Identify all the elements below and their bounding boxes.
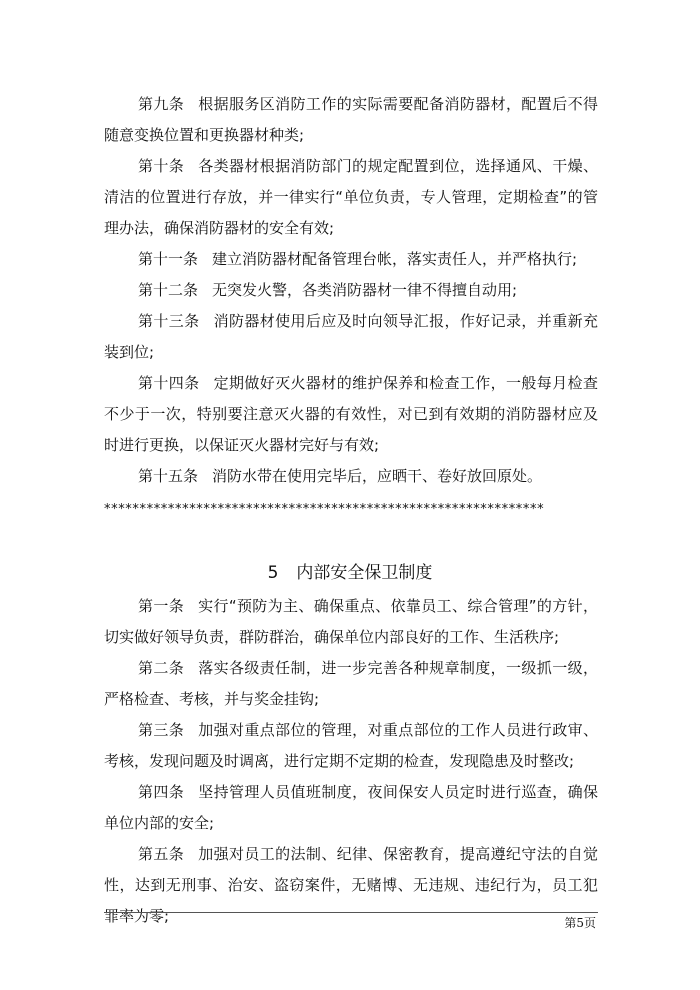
- article-10: [104, 151, 598, 244]
- article-label: 第十一条: [138, 250, 199, 268]
- article-11: [104, 244, 598, 275]
- article-label: 第三条: [138, 721, 185, 739]
- article-13: [104, 306, 598, 368]
- article-12: [104, 275, 598, 306]
- security-article-3: [104, 715, 598, 777]
- article-15: [104, 461, 598, 492]
- article-label: 第五条: [138, 845, 185, 863]
- article-text: 落实各级责任制，进一步完善各种规章制度，一级抓一级，严格检查、考核，并与奖金挂钩;: [104, 659, 598, 708]
- article-text: 加强对重点部位的管理，对重点部位的工作人员进行政审、考核，发现问题及时调离，进行定期不定期的检查，发现隐患及时整改;: [104, 721, 598, 770]
- article-label: 第十条: [138, 157, 185, 175]
- article-text: 根据服务区消防工作的实际需要配备消防器材，配置后不得随意变换位置和更换器材种类;: [104, 95, 598, 144]
- footer-divider: [104, 912, 598, 913]
- separator-asterisks: **************************************************************: [104, 502, 545, 517]
- article-label: 第九条: [138, 95, 185, 113]
- article-label: 第十三条: [138, 312, 200, 330]
- article-text: 消防水带在使用完毕后，应晒干、卷好放回原处。: [212, 467, 543, 485]
- article-label: 第十二条: [138, 281, 199, 299]
- article-label: 第四条: [138, 783, 185, 801]
- article-text: 建立消防器材配备管理台帐，落实责任人，并严格执行;: [212, 250, 578, 268]
- article-text: 坚持管理人员值班制度，夜间保安人员定时进行巡查，确保单位内部的安全;: [104, 783, 598, 832]
- security-article-5: [104, 839, 598, 932]
- section-heading: [0, 559, 700, 587]
- section-number: 5: [267, 563, 279, 583]
- page-number: 第5页: [564, 916, 596, 930]
- article-9: [104, 89, 598, 151]
- article-label: 第十四条: [138, 374, 200, 392]
- section-title: 内部安全保卫制度: [296, 563, 433, 583]
- article-text: 消防器材使用后应及时向领导汇报，作好记录，并重新充装到位;: [104, 312, 598, 361]
- article-14: [104, 368, 598, 461]
- article-label: 第十五条: [138, 467, 199, 485]
- article-text: 无突发火警，各类消防器材一律不得擅自动用;: [212, 281, 518, 299]
- security-article-4: [104, 777, 598, 839]
- article-text: 定期做好灭火器材的维护保养和检查工作，一般每月检查不少于一次，特别要注意灭火器的有效性，对已到有效期的消防器材应及时进行更换，以保证灭火器材完好与有效;: [104, 374, 598, 454]
- security-article-2: [104, 653, 598, 715]
- security-article-1: [104, 591, 598, 653]
- article-label: 第二条: [138, 659, 185, 677]
- article-label: 第一条: [138, 597, 185, 615]
- article-text: 各类器材根据消防部门的规定配置到位，选择通风、干燥、清洁的位置进行存放，并一律实行“单位负责，专人管理，定期检查”的管理办法，确保消防器材的安全有效;: [104, 157, 598, 237]
- article-text: 实行“预防为主、确保重点、依靠员工、综合管理”的方针，切实做好领导负责，群防群治，确保单位内部良好的工作、生活秩序;: [104, 597, 598, 646]
- article-text: 加强对员工的法制、纪律、保密教育，提高遵纪守法的自觉性，达到无刑事、治安、盗窃案件，无赌博、无违规、违纪行为，员工犯罪率为零;: [104, 845, 598, 925]
